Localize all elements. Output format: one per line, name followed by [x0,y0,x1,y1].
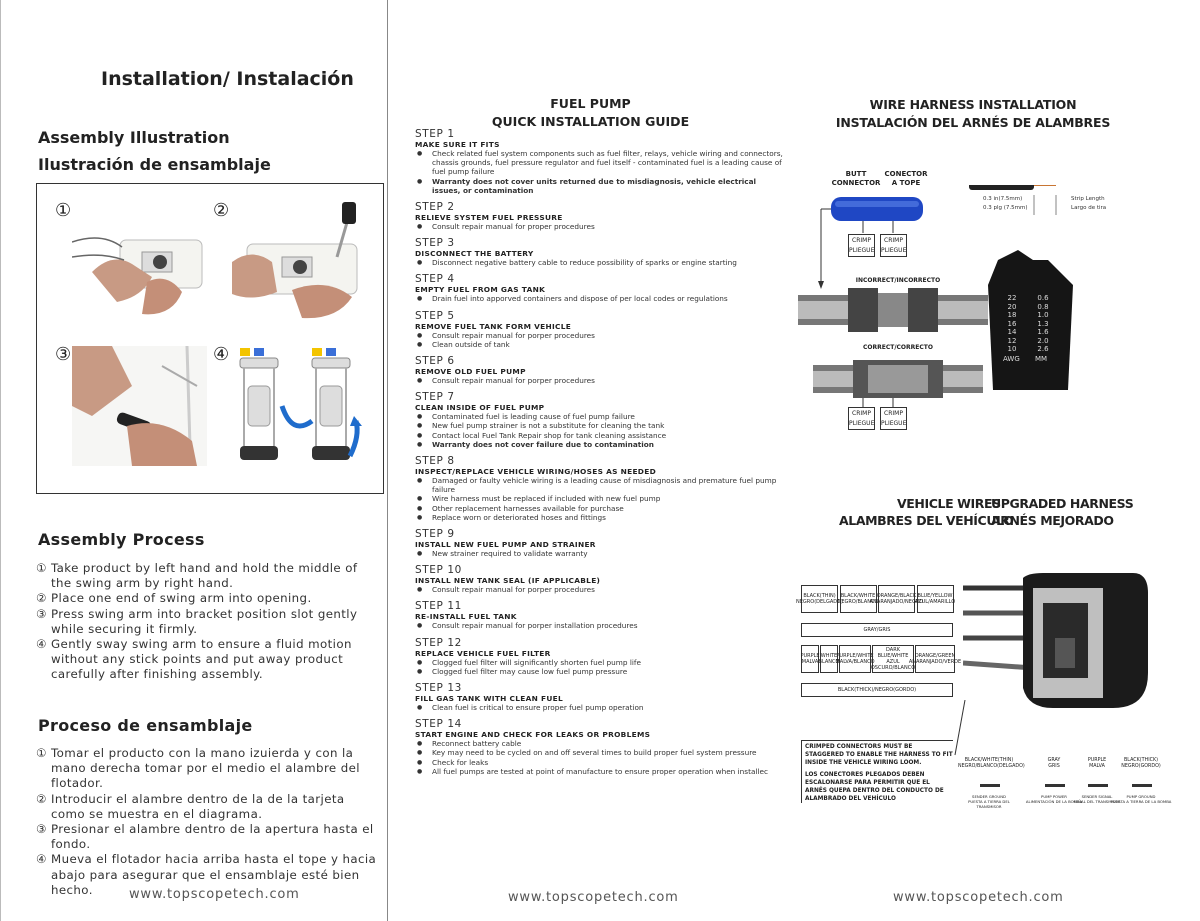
wire-table-cell: PURPLE MALVA [801,645,819,673]
awg-number: 16 [1007,319,1017,328]
assembly-photo-2 [232,202,367,322]
awg-number: 14 [1007,328,1017,336]
step-items [415,331,785,349]
awg-number: 20 [1007,302,1017,311]
step-item: ● Contact local Fuel Tank Repair shop for tank cleaning assistance [415,431,785,440]
mm-number: 1.6 [1037,328,1049,336]
step-heading: CLEAN INSIDE OF FUEL PUMP [415,403,545,413]
step-item: ● Other replacement harnesses available for purchase [415,504,785,513]
step-number: STEP 7 [415,391,455,404]
step-item: ● Disconnect negative battery cable to reduce possibility of sparks or engine starting [415,258,785,267]
mm-number: 2.0 [1037,336,1049,345]
process-step-es: ③ Presionar el alambre dentro de la apertura hasta el fondo. [36,822,374,852]
step-item: ● Contaminated fuel is leading cause of fuel pump failure [415,412,785,421]
install-step [415,718,785,776]
right-panel [793,0,1200,921]
install-step [415,355,785,385]
process-step: ③ Press swing arm into bracket position slot gently while securing it firmly. [36,606,358,636]
mm-number: 0.6 [1037,294,1049,302]
correct-label: CORRECT/CORRECTO [863,344,933,351]
step-item: ● New strainer required to validate warranty [415,549,785,558]
crimp-label: CRIMP [852,410,871,417]
process-step: ④ Gently sway swing arm to ensure a fluid motion without any stick points and put away product carefully after finishing assembly. [36,637,352,682]
wire-function-legend [958,758,1198,818]
step-marker-3: ③ [55,344,72,365]
step-item: ● Wire harness must be replaced if included with new fuel pump [415,494,785,503]
step-items [415,549,785,558]
pliegue-label: PLIEGUE [881,247,907,254]
harness-connector-image [963,568,1193,718]
step-heading: EMPTY FUEL FROM GAS TANK [415,285,546,295]
website-link[interactable]: www.topscopetech.com [508,890,679,905]
step-item: ● Clogged fuel filter may cause low fuel pump pressure [415,667,785,676]
step-heading: REMOVE OLD FUEL PUMP [415,367,526,377]
awg-number: 10 [1007,345,1017,353]
step-heading: INSPECT/REPLACE VEHICLE WIRING/HOSES AS NEEDED [415,467,657,477]
upgraded-harness-label-es: ARNÉS MEJORADO [991,513,1114,528]
process-step: ① Take product by left hand and hold the middle of the swing arm by right hand. [36,561,358,591]
step-item: ● Reconnect battery cable [415,739,785,748]
incorrect-label: INCORRECT/INCORRECTO [855,277,941,284]
wire-table-cell: BLACK(THIN) NEGRO(DELGADO) [801,585,838,613]
wire-label: BLACK/WHITE(THIN) NEGRO/BLANCO(DELGADO) [958,758,1025,769]
wire-table-cell: BLACK(THICK)/NEGRO(GORDO) [801,683,953,697]
step-number: STEP 13 [415,682,462,695]
mm-number: 1.0 [1037,311,1049,319]
pliegue-label: PLIEGUE [881,420,907,427]
step-item: ● Drain fuel into apporved containers and dispose of per local codes or regulations [415,294,785,303]
step-items [415,703,785,712]
install-step [415,391,785,449]
step-number: STEP 8 [415,455,455,468]
middle-panel [388,0,793,921]
mm-number: 0.8 [1037,302,1049,311]
conector-label: CONECTOR [884,170,928,178]
step-item: ● Consult repair manual for proper procedures [415,222,785,231]
install-step [415,201,785,231]
wire-function: PUMP GROUND PUESTA A TIERRA DE LA BOMBA [1110,794,1172,804]
wire-harness-title: WIRE HARNESS INSTALLATION [869,97,1077,112]
step-items [415,222,785,231]
install-step [415,237,785,267]
process-step-es: ④ Mueva el flotador hacia arriba hasta el tope y hacia abajo para asegurar que el ensamblaje esté bien hecho. [36,852,377,897]
step-number: STEP 9 [415,528,455,541]
awg-scale [1005,294,1019,354]
step-heading: MAKE SURE IT FITS [415,140,500,149]
step-number: STEP 1 [415,128,455,140]
awg-number: 12 [1007,336,1017,345]
pointer-line [953,700,973,760]
step-item: ● All fuel pumps are tested at point of manufacture to ensure proper operation when installec [415,767,785,776]
step-item: ● Check for leaks [415,758,785,767]
install-step [415,310,785,349]
step-heading: START ENGINE AND CHECK FOR LEAKS OR PROBLEMS [415,730,651,740]
wire-label: PURPLE MALVA [1087,758,1107,769]
strip-length-mm: 0.3 plg (7.5mm) [983,205,1028,211]
wire-color-table [796,585,962,705]
steps-list [415,128,785,782]
upgraded-harness-label: UPGRADED HARNESS [991,496,1134,511]
step-marker-4: ④ [213,344,230,365]
step-items [415,258,785,267]
assembly-process-list-es [36,746,381,898]
step-number: STEP 12 [415,636,462,649]
assembly-illustration-title: Assembly Illustration [38,128,230,147]
awg-number: 22 [1007,294,1017,302]
fuel-pump-title: FUEL PUMP [550,96,631,111]
step-number: STEP 2 [415,201,455,214]
assembly-photo-1 [72,202,207,322]
wire-table-cell: ORANGE/GREEN ANARANJADO/VERDE [915,645,955,673]
step-item: ● Clean fuel is critical to ensure proper fuel pump operation [415,703,785,712]
step-number: STEP 6 [415,355,455,368]
assembly-illustration-title-es: Ilustración de ensamblaje [38,155,271,174]
awg-number: 18 [1007,311,1017,319]
step-heading: INSTALL NEW FUEL PUMP AND STRAINER [415,540,596,550]
step-number: STEP 14 [415,718,462,731]
step-number: STEP 3 [415,237,455,250]
step-items [415,658,785,676]
install-step [415,528,785,558]
wire-table-cell: WHITE BLANCO [820,645,838,673]
step-number: STEP 10 [415,564,462,577]
strip-length-in: 0.3 in(7.5mm) [983,196,1023,202]
step-items [415,739,785,776]
wire-function: PUMP POWER ALIMENTACIÓN DE LA BOMBA [1025,794,1083,804]
left-panel [0,0,388,921]
step-heading: RELIEVE SYSTEM FUEL PRESSURE [415,213,563,223]
mm-scale [1035,294,1051,354]
assembly-process-title: Assembly Process [38,530,205,549]
quick-guide-title: QUICK INSTALLATION GUIDE [491,114,690,129]
wire-segment [1088,784,1108,787]
mm-label: MM [1035,355,1048,363]
connector-label: CONNECTOR [831,179,881,187]
install-step [415,600,785,630]
wire-table-cell: GRAY/GRIS [801,623,953,637]
step-items [415,585,785,594]
wire-segment [980,784,1000,787]
website-link[interactable]: www.topscopetech.com [893,890,1064,905]
assembly-illustration-box [36,183,384,494]
step-heading: DISCONNECT THE BATTERY [415,249,534,259]
install-step [415,637,785,676]
wire-harness-title-es: INSTALACIÓN DEL ARNÉS DE ALAMBRES [835,115,1111,130]
vehicle-wires-label: VEHICLE WIRES [897,496,1001,511]
process-step-es: ② Introducir el alambre dentro de la de la tarjeta como se muestra en el diagrama. [36,791,345,821]
wire-segment [1132,784,1152,787]
step-items [415,149,785,195]
step-item: ● Warranty does not cover failure due to contamination [415,440,785,449]
step-item: ● Consult repair manual for porper procedures [415,585,785,594]
staggered-note-es: LOS CONECTORES PLEGADOS DEBEN ESCALONARSE PARA PERMITIR QUE EL ARNÉS QUEPA DENTRO DEL CONDUCTO DE ALAMBRADO DEL VEHÍCULO [805,772,944,802]
wire-table-cell: BLACK/WHITE NEGRO/BLANCO [840,585,877,613]
step-item: ● Damaged or faulty vehicle wiring is a leading cause of misdiagnosis and premature fuel pump failure [415,476,785,494]
wire-function: SENDER SIGNAL SEÑAL DEL TRANSMISOR [1073,794,1121,804]
wire-table-cell: ORANGE/BLACK ANARANJADO/NEGRO [878,585,915,613]
mm-number: 1.3 [1037,319,1049,328]
awg-label: AWG [1003,355,1020,363]
step-number: STEP 11 [415,600,462,613]
step-items [415,476,785,522]
assembly-process-list [36,561,381,683]
butt-label: BUTT [845,170,867,178]
step-items [415,621,785,630]
step-heading: FILL GAS TANK WITH CLEAN FUEL [415,694,564,704]
step-items [415,412,785,449]
step-item: ● Replace worn or deteriorated hoses and fittings [415,513,785,522]
step-items [415,294,785,303]
step-marker-1: ① [55,200,72,221]
step-heading: REMOVE FUEL TANK FORM VEHICLE [415,321,572,331]
step-heading: RE-INSTALL FUEL TANK [415,612,517,622]
step-item: ● Consult repair manual for porper installation procedures [415,621,785,630]
wire-label: GRAY GRIS [1047,758,1061,769]
crimp-label: CRIMP [852,237,871,244]
assembly-process-title-es: Proceso de ensamblaje [38,716,253,735]
crimp-label: CRIMP [884,237,903,244]
process-step: ② Place one end of swing arm into opening. [36,591,312,606]
step-item: ● Check related fuel system components such as fuel filter, relays, vehicle wiring and connectors, chassis grounds, fuel pressure regulator and fuel itself - contaminated fuel is a leading cause of fuel pump failure [415,149,785,177]
assembly-photo-3 [72,346,207,466]
step-items [415,376,785,385]
installation-title: Installation/ Instalación [101,68,354,90]
step-item: ● Consult repair manual for porper procedures [415,376,785,385]
install-step [415,273,785,303]
step-item: ● Key may need to be cycled on and off several times to build proper fuel system pressure [415,748,785,757]
step-item: ● Consult repair manual for porper procedures [415,331,785,340]
website-link[interactable]: www.topscopetech.com [129,887,300,902]
pliegue-label: PLIEGUE [849,247,875,254]
step-marker-2: ② [213,200,230,221]
wire-table-cell: DARK BLUE/WHITE AZUL OSCURO/BLANCO [870,647,916,671]
install-step [415,128,785,195]
wire-function: SENDER GROUND PUESTA A TIERRA DEL TRANSMISOR [968,794,1010,809]
step-item: ● Clogged fuel filter will significantly shorten fuel pump life [415,658,785,667]
wire-table-cell: PURPLE/WHITE MALVA/BLANCO [839,645,871,673]
wire-label: BLACK(THICK) NEGRO(GORDO) [1121,758,1161,769]
step-item: ● New fuel pump strainer is not a substitute for cleaning the tank [415,421,785,430]
install-step [415,455,785,522]
strip-length-label-es: Largo de tira [1071,205,1107,211]
wire-table-cell: BLUE/YELLOW AZUL/AMARILLO [917,585,954,613]
vehicle-wires-label-es: ALAMBRES DEL VEHÍCULO [839,513,1014,528]
step-heading: REPLACE VEHICLE FUEL FILTER [415,648,551,658]
step-item: ● Warranty does not cover units returned due to misdiagnosis, vehicle electrical issues, or contamination [415,177,785,195]
step-item: ● Clean outside of tank [415,340,785,349]
wire-segment [1045,784,1065,787]
install-step [415,564,785,594]
process-step-es: ① Tomar el producto con la mano izuierda y con la mano derecha tomar por el medio el alambre del flotador. [36,746,360,791]
install-step [415,682,785,712]
pliegue-label: PLIEGUE [849,420,875,427]
step-number: STEP 5 [415,309,455,322]
assembly-photo-4 [232,346,367,466]
butt-connector-diagram [793,185,1200,445]
strip-length-label: Strip Length [1071,196,1105,202]
step-number: STEP 4 [415,273,455,286]
mm-number: 2.6 [1037,345,1049,353]
step-heading: INSTALL NEW TANK SEAL (IF APPLICABLE) [415,576,601,586]
staggered-note: CRIMPED CONNECTORS MUST BE STAGGERED TO ENABLE THE HARNESS TO FIT INSIDE THE VEHICLE WIRING LOOM. [805,744,953,766]
crimp-label: CRIMP [884,410,903,417]
a-tope-label: A TOPE [891,179,921,187]
